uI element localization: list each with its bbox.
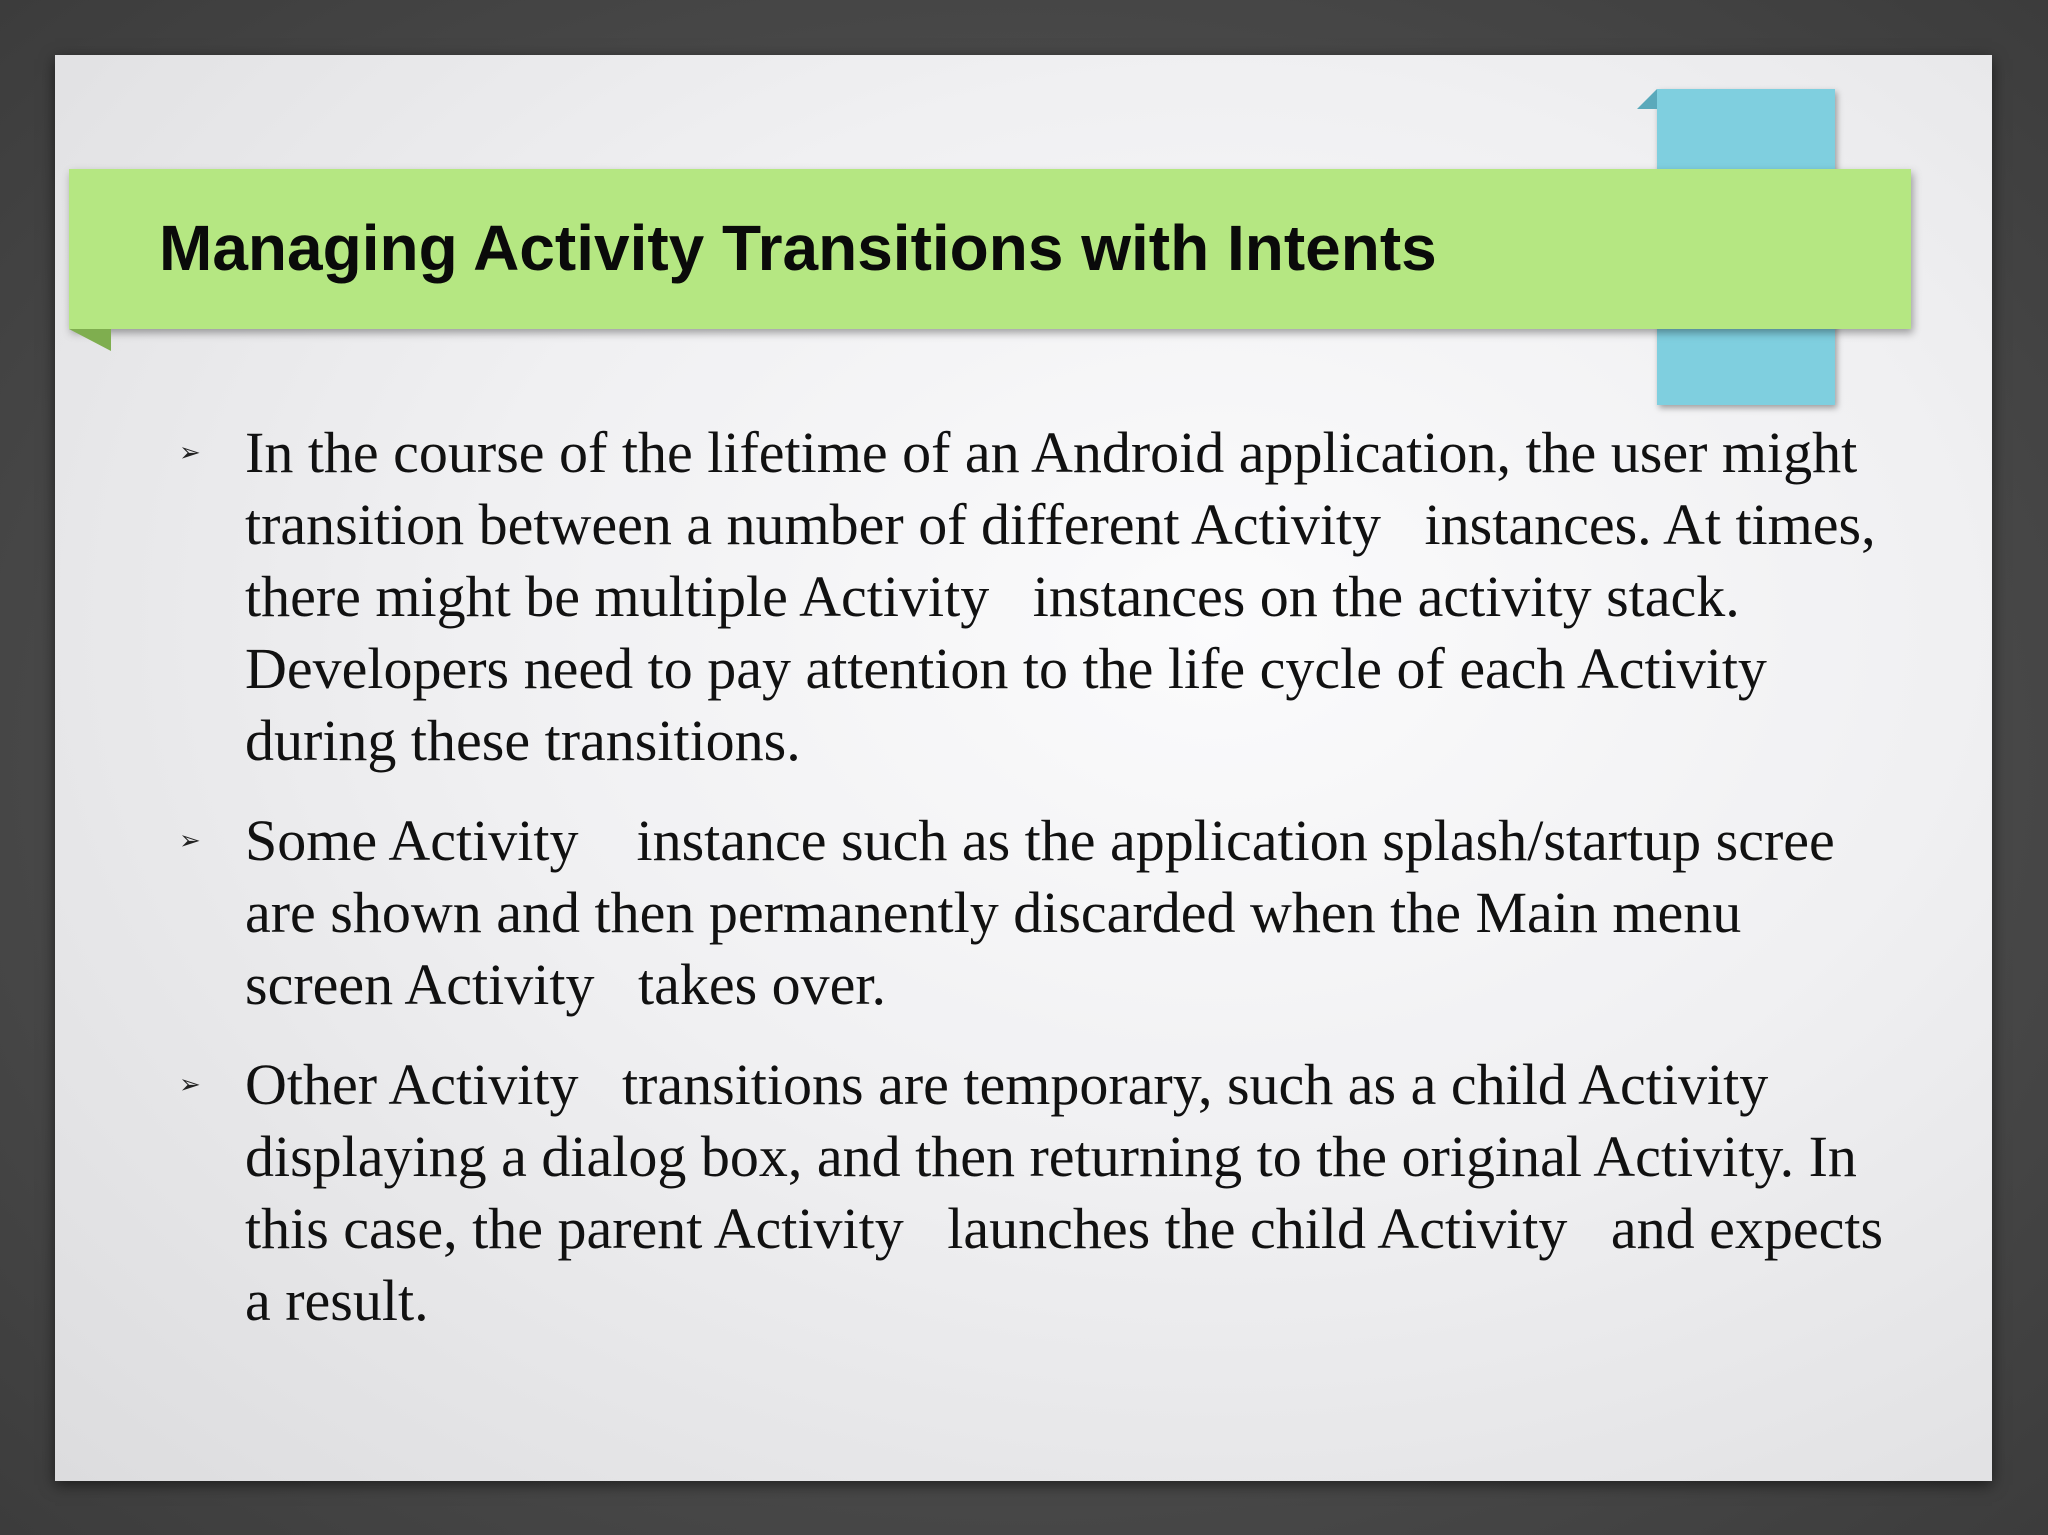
bullet-line: Some Activity instance such as the application splash/startup scree (245, 808, 1835, 873)
bullet-line: screen Activity takes over. (245, 952, 887, 1017)
slide-title: Managing Activity Transitions with Intents (159, 212, 1437, 284)
bullet-line: In the course of the lifetime of an Android application, the user might (245, 420, 1858, 485)
bullet-item (175, 805, 2005, 1021)
bullet-line: this case, the parent Activity launches the child Activity and expects (245, 1196, 1884, 1261)
title-band-fold (69, 329, 111, 351)
bullet-line: a result. (245, 1268, 429, 1333)
slide (55, 55, 1992, 1481)
bullet-line: displaying a dialog box, and then returning to the original Activity. In (245, 1124, 1857, 1189)
bullet-list (175, 417, 2005, 1365)
bullet-line: are shown and then permanently discarded when the Main menu (245, 880, 1742, 945)
arrowhead-bullet-icon: ➢ (179, 1070, 201, 1100)
bullet-line: Developers need to pay attention to the life cycle of each Activity (245, 636, 1767, 701)
arrowhead-bullet-icon: ➢ (179, 826, 201, 856)
bullet-item (175, 1049, 2005, 1337)
bullet-line: Other Activity transitions are temporary, such as a child Activity (245, 1052, 1769, 1117)
bullet-line: transition between a number of different Activity instances. At times, (245, 492, 1876, 557)
bullet-line: there might be multiple Activity instances on the activity stack. (245, 564, 1740, 629)
bullet-line: during these transitions. (245, 708, 801, 773)
bullet-item (175, 417, 2005, 777)
arrowhead-bullet-icon: ➢ (179, 438, 201, 468)
